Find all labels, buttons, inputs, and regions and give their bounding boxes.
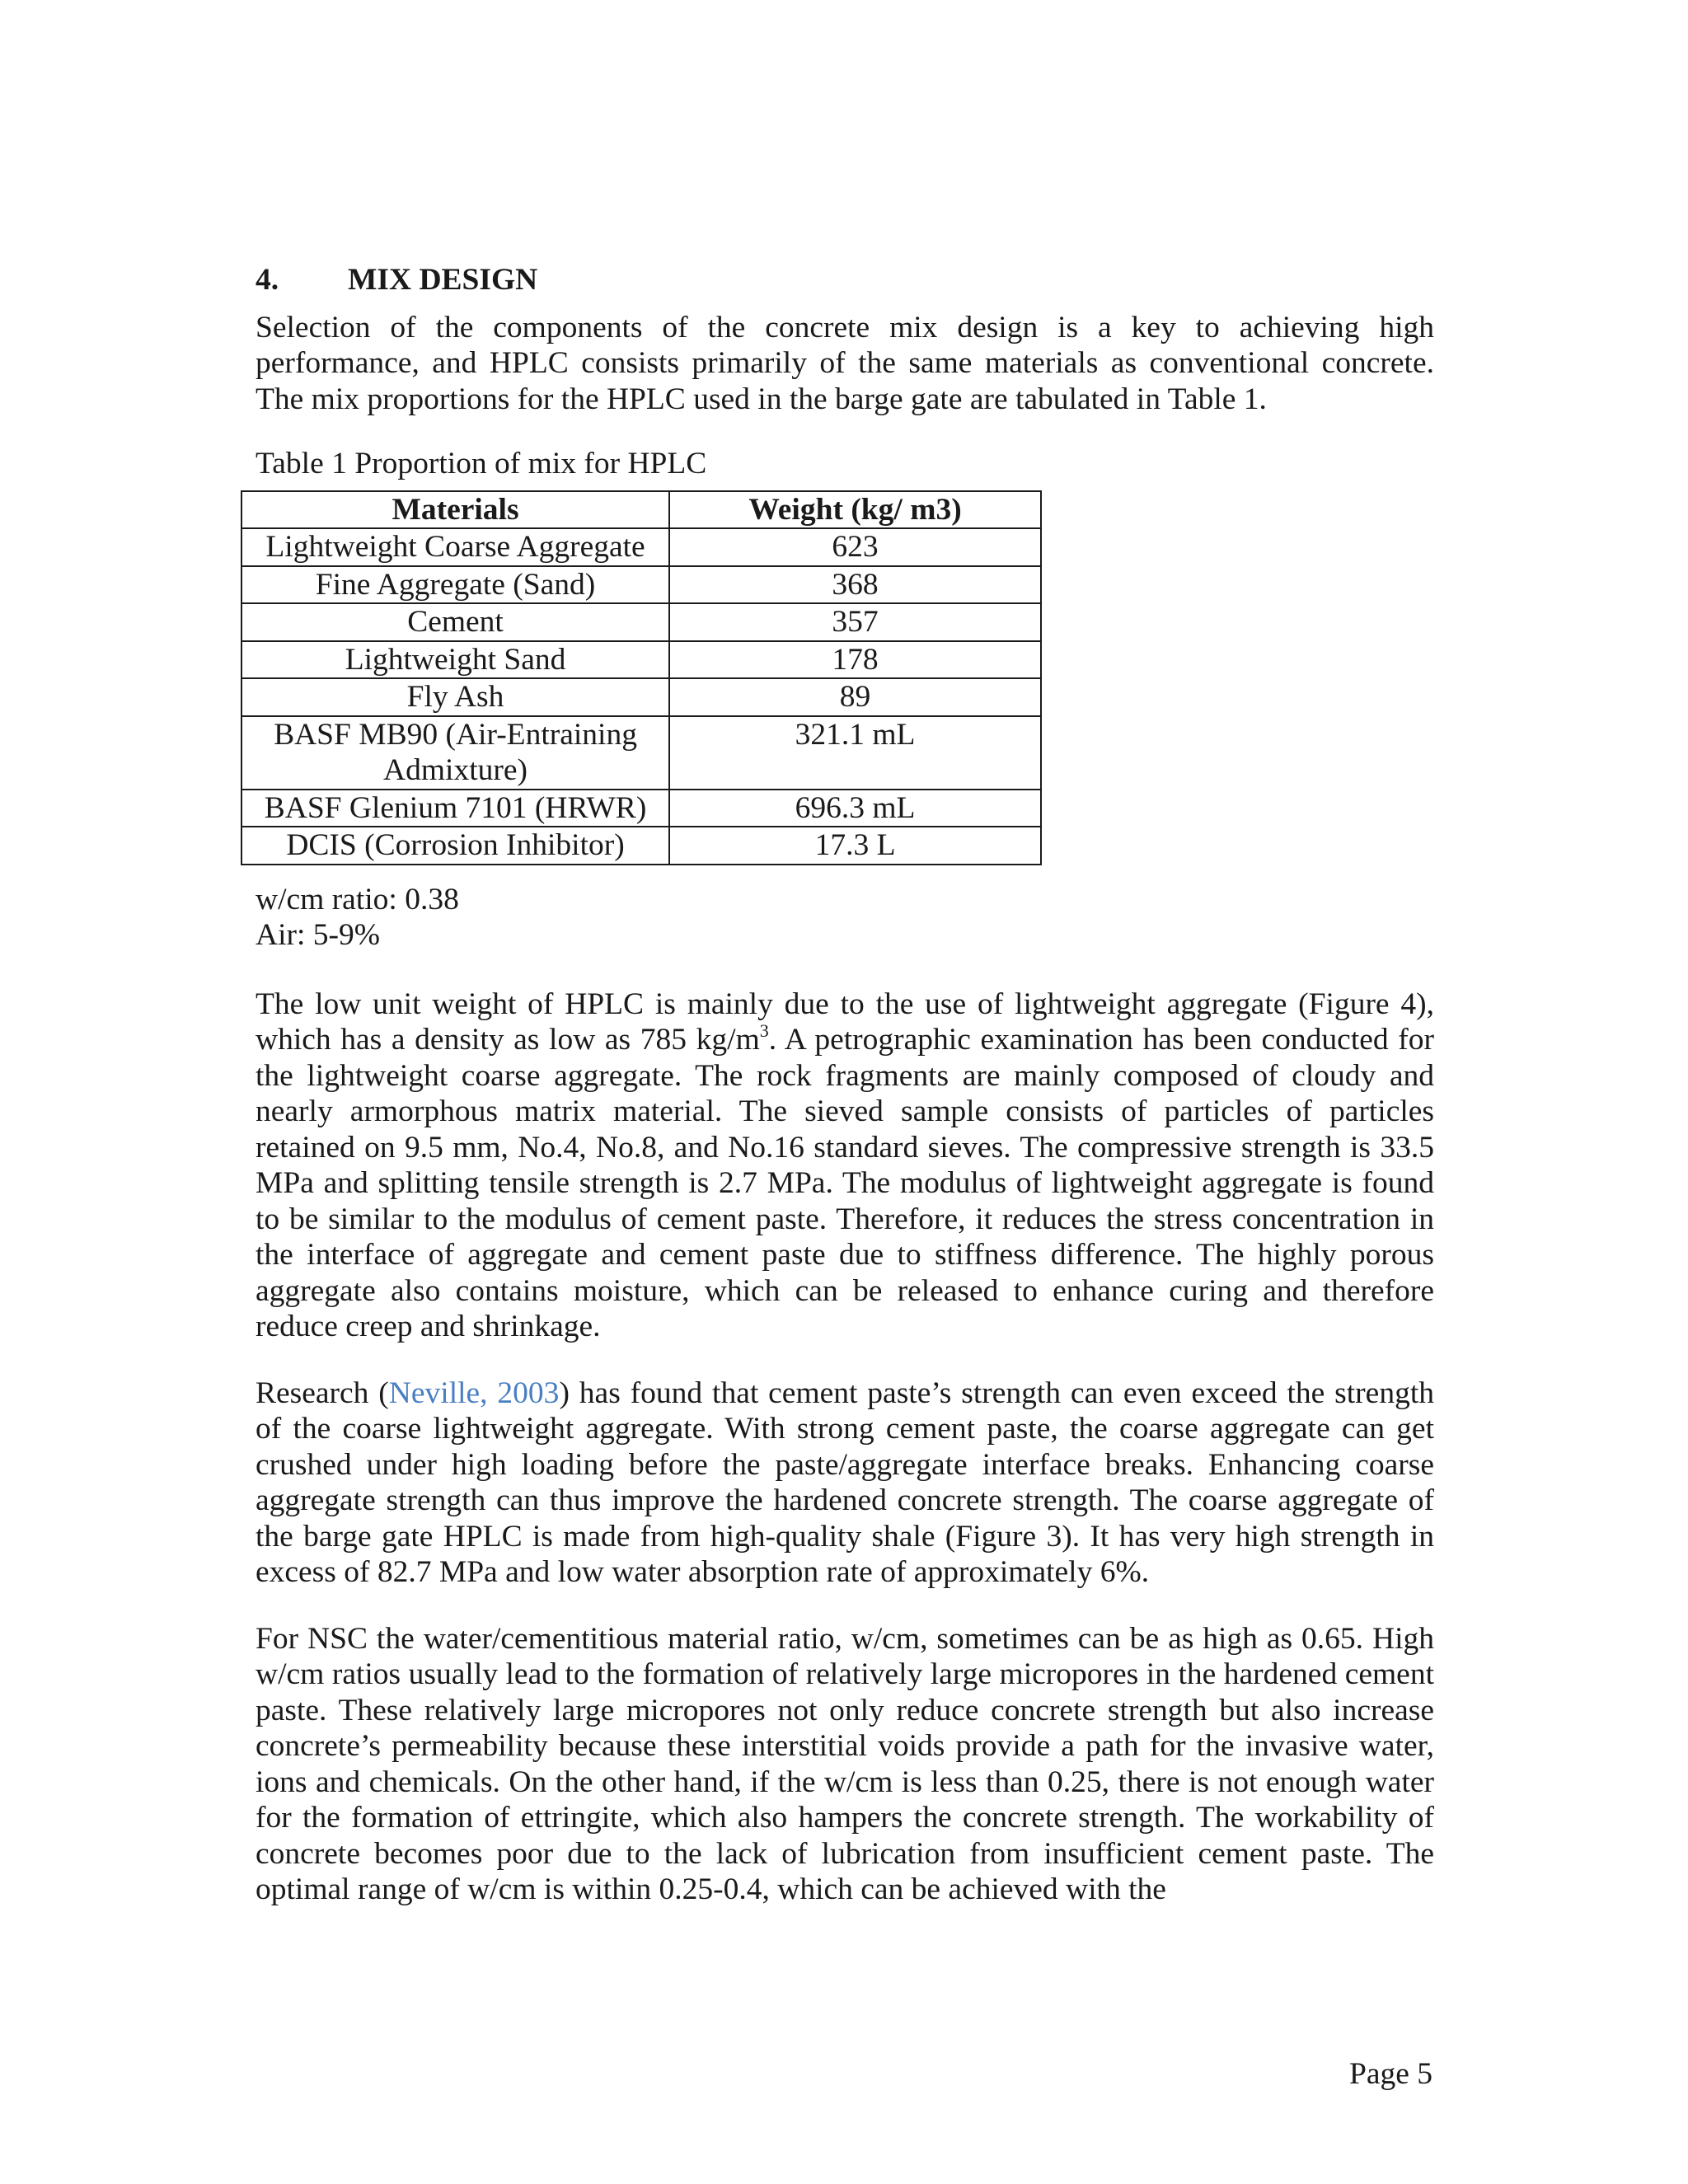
table-row xyxy=(241,641,1041,679)
weight-cell: 178 xyxy=(669,641,1041,679)
water-ratio-paragraph: For NSC the water/cementitious material ratio, w/cm, sometimes can be as high as 0.65. High w/cm ratios usually lead to the formation of relatively large micropores in the hardened cement paste. These relatively large micropores not only reduce concrete strength but also increase concrete’s permeability because these interstitial voids provide a path for the invasive water, ions and chemicals. On the other hand, if the w/cm is less than 0.25, there is not enough water for the formation of ettringite, which also hampers the concrete strength. The workability of concrete becomes poor due to the lack of lubrication from insufficient cement paste. The optimal range of w/cm is within 0.25-0.4, which can be achieved with the xyxy=(256,1621,1434,1906)
material-cell: Lightweight Coarse Aggregate xyxy=(241,528,669,566)
table-row xyxy=(241,528,1041,566)
research-text-start: Research ( xyxy=(256,1376,389,1410)
superscript-cubed: 3 xyxy=(759,1020,769,1041)
air-content-note: Air: 5-9% xyxy=(256,918,381,952)
table-row xyxy=(241,678,1041,716)
material-cell: Cement xyxy=(241,603,669,641)
mix-proportion-table xyxy=(241,490,1042,865)
table-row xyxy=(241,566,1041,604)
table-row xyxy=(241,827,1041,865)
weight-cell: 89 xyxy=(669,678,1041,716)
table-caption: Table 1 Proportion of mix for HPLC xyxy=(256,447,707,480)
aggregate-text-start: The low unit weight of HPLC is mainly due to the use of lightweight aggregate (Figure 4), which has a density as low as 785 kg/m xyxy=(256,987,1434,1057)
intro-paragraph: Selection of the components of the concrete mix design is a key to achieving high performance, and HPLC consists primarily of the same materials as conventional concrete. The mix proportions for the HPLC used in the barge gate are tabulated in Table 1. xyxy=(256,310,1434,416)
research-text-end: ) has found that cement paste’s strength can even exceed the strength of the coarse lightweight aggregate. With strong cement paste, the coarse aggregate can get crushed under high loading before the paste/aggregate interface breaks. Enhancing coarse aggregate strength can thus improve the hardened concrete strength. The coarse aggregate of the barge gate HPLC is made from high-quality shale (Figure 3). It has very high strength in excess of 82.7 MPa and low water absorption rate of approximately 6%. xyxy=(256,1376,1434,1589)
aggregate-paragraph xyxy=(256,987,1434,1345)
table-header-row xyxy=(241,491,1041,529)
aggregate-text-end: . A petrographic examination has been conducted for the lightweight coarse aggregate. The rock fragments are mainly composed of cloudy and nearly armorphous matrix material. The sieved sample consists of particles of particles retained on 9.5 mm, No.4, No.8, and No.16 standard sieves. The compressive strength is 33.5 MPa and splitting tensile strength is 2.7 MPa. The modulus of lightweight aggregate is found to be similar to the modulus of cement paste. Therefore, it reduces the stress concentration in the interface of aggregate and cement paste due to stiffness difference. The highly porous aggregate also contains moisture, which can be released to enhance curing and therefore reduce creep and shrinkage. xyxy=(256,1023,1434,1343)
page-number: Page 5 xyxy=(1348,2057,1432,2091)
research-paragraph xyxy=(256,1376,1434,1591)
section-heading xyxy=(256,262,1434,298)
weight-cell: 368 xyxy=(669,566,1041,604)
weight-cell: 696.3 mL xyxy=(669,790,1041,827)
mix-notes xyxy=(256,882,1434,954)
table-row xyxy=(241,603,1041,641)
material-cell: BASF Glenium 7101 (HRWR) xyxy=(241,790,669,827)
citation-link[interactable]: Neville, 2003 xyxy=(388,1376,560,1410)
table-row xyxy=(241,790,1041,827)
table-row xyxy=(241,716,1041,790)
material-cell: Fine Aggregate (Sand) xyxy=(241,566,669,604)
column-header-materials: Materials xyxy=(241,491,669,529)
material-cell: DCIS (Corrosion Inhibitor) xyxy=(241,827,669,865)
material-cell: Lightweight Sand xyxy=(241,641,669,679)
section-title: MIX DESIGN xyxy=(348,263,538,297)
section-number: 4. xyxy=(256,263,279,297)
weight-cell: 17.3 L xyxy=(669,827,1041,865)
weight-cell: 321.1 mL xyxy=(669,716,1041,790)
weight-cell: 623 xyxy=(669,528,1041,566)
weight-cell: 357 xyxy=(669,603,1041,641)
column-header-weight: Weight (kg/ m3) xyxy=(669,491,1041,529)
page-content xyxy=(256,262,1434,1938)
wcm-ratio-note: w/cm ratio: 0.38 xyxy=(256,882,459,916)
material-cell: BASF MB90 (Air-Entraining Admixture) xyxy=(241,716,669,790)
material-cell: Fly Ash xyxy=(241,678,669,716)
